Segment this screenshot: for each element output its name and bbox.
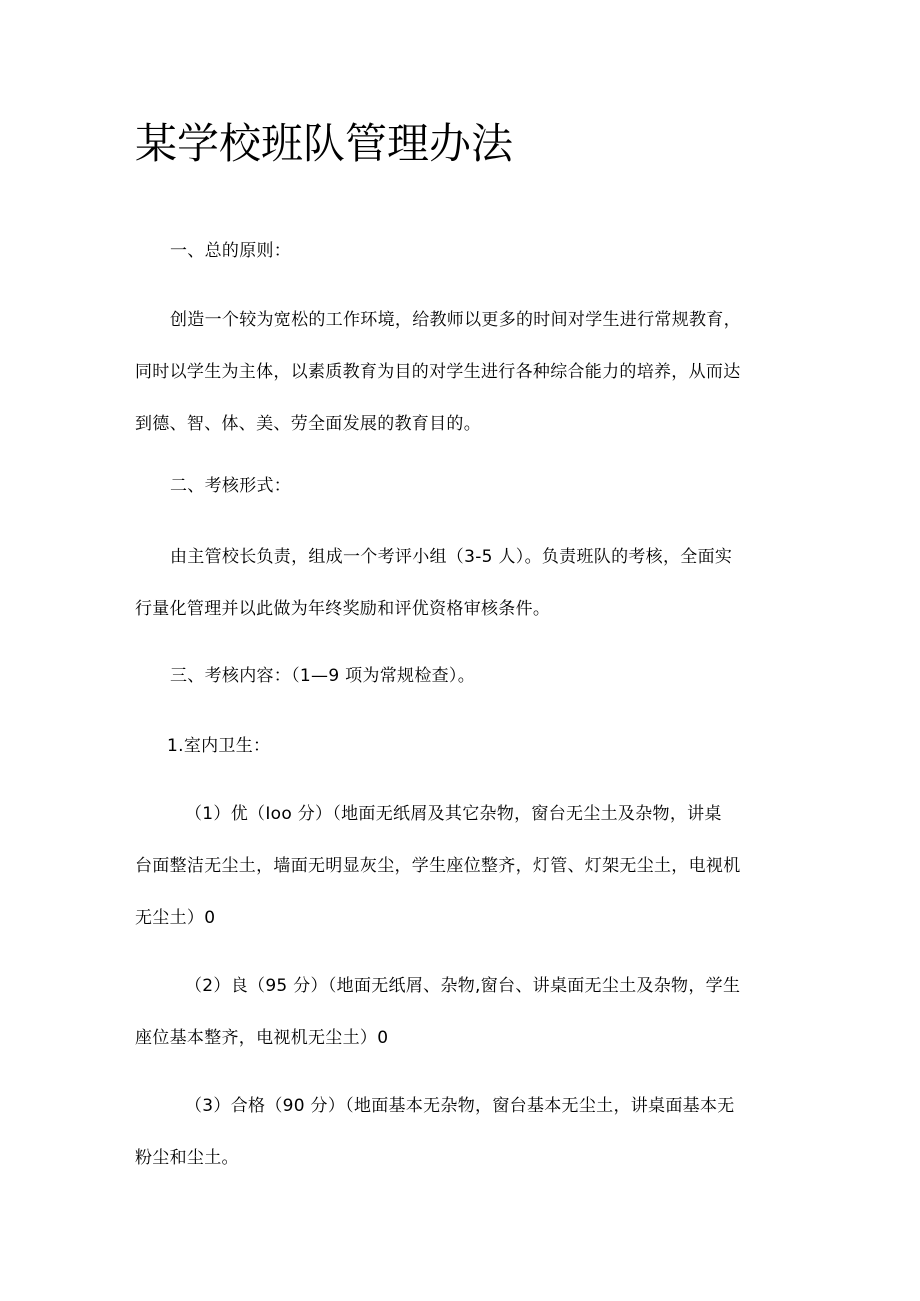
text-line: 由主管校长负责，组成一个考评小组（3-5 人）。负责班队的考核，全面实: [170, 547, 733, 567]
text-line: 到德、智、体、美、劳全面发展的教育目的。: [135, 414, 481, 434]
text-line: （1）优（Ioo 分）（地面无纸屑及其它杂物，窗台无尘土及杂物，讲桌: [185, 804, 722, 824]
text-line: 粉尘和尘土。: [135, 1148, 239, 1168]
text-line: 1.室内卫生：: [167, 736, 271, 756]
paragraph-grade-pass: [135, 1080, 787, 1184]
paragraph-principles-body: [135, 294, 787, 450]
section-heading-assessment-content: [135, 650, 787, 702]
text-line: （2）良（95 分）（地面无纸屑、杂物,窗台、讲桌面无尘土及杂物，学生: [185, 976, 741, 996]
paragraph-assessment-form-body: [135, 531, 787, 635]
text-line: 座位基本整齐，电视机无尘土）0: [135, 1028, 389, 1048]
section-heading-principles: [135, 225, 787, 277]
text-line: 台面整洁无尘土，墙面无明显灰尘，学生座位整齐，灯管、灯架无尘土，电视机: [135, 856, 741, 876]
text-line: 行量化管理并以此做为年终奖励和评优资格审核条件。: [135, 599, 551, 619]
text-line: 二、考核形式：: [170, 476, 292, 496]
document-title: 某学校班队管理办法: [135, 119, 514, 168]
text-line: 一、总的原则：: [170, 241, 292, 261]
paragraph-grade-good: [135, 960, 787, 1064]
section-heading-assessment-form: [135, 460, 787, 512]
paragraph-grade-excellent: [135, 788, 787, 944]
text-line: （3）合格（90 分）（地面基本无杂物，窗台基本无尘土，讲桌面基本无: [185, 1096, 735, 1116]
text-line: 三、考核内容：（1—9 项为常规检查）。: [170, 666, 476, 686]
text-line: 同时以学生为主体，以素质教育为目的对学生进行各种综合能力的培养，从而达: [135, 362, 741, 382]
subsection-heading-indoor-hygiene: [135, 720, 787, 772]
text-line: 无尘土）0: [135, 908, 216, 928]
text-line: 创造一个较为宽松的工作环境，给教师以更多的时间对学生进行常规教育，: [170, 310, 741, 330]
